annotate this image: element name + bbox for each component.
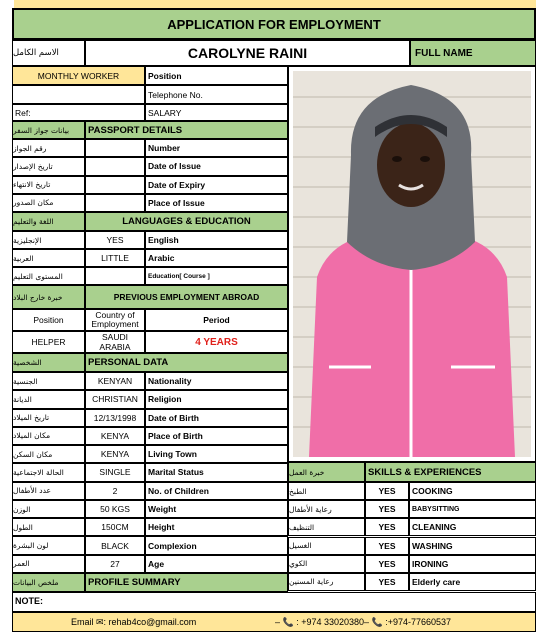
languages-header-ar: اللغة والتعليم (12, 212, 85, 231)
personal-row-ar: الطول (12, 518, 85, 536)
language-row-label: Education[ Course ] (145, 267, 288, 285)
skills-header: SKILLS & EXPERIENCES (365, 462, 536, 482)
position-label: Position (145, 66, 288, 85)
applicant-photo (289, 67, 535, 461)
skill-row-ar: الكوي (288, 555, 365, 573)
skill-row-label: BABYSITTING (409, 500, 536, 518)
personal-row-label: Age (145, 555, 288, 573)
skill-row-ar: رعاية الأطفال (288, 500, 365, 518)
employment-period-value: 4 YEARS (145, 331, 288, 353)
passport-header-ar: بيانات جواز السفر (12, 121, 85, 139)
personal-row-label: Complexion (145, 536, 288, 554)
passport-row-ar: تاريخ الإصدار (12, 157, 85, 175)
footer-email: Email ✉: rehab4co@gmail.com (71, 616, 197, 627)
personal-row-value: KENYA (85, 427, 145, 445)
employment-country-value: SAUDI ARABIA (85, 331, 145, 353)
passport-row-label: Date of Expiry (145, 176, 288, 194)
passport-row-label: Date of Issue (145, 157, 288, 175)
skill-row-label: WASHING (409, 537, 536, 555)
personal-row-value: 12/13/1998 (85, 409, 145, 427)
personal-row-label: Nationality (145, 372, 288, 390)
employment-col-period: Period (145, 309, 288, 331)
position-value: MONTHLY WORKER (12, 66, 145, 85)
full-name-ar-label: الاسم الكامل (12, 40, 85, 66)
telephone-label: Telephone No. (145, 85, 288, 104)
passport-row-value (85, 157, 145, 175)
language-row-value (85, 267, 145, 285)
note-field: NOTE: (12, 592, 536, 612)
passport-row-ar: رقم الجواز (12, 139, 85, 157)
personal-row-value: 27 (85, 555, 145, 573)
skill-row-value: YES (365, 482, 409, 500)
languages-header: LANGUAGES & EDUCATION (85, 212, 288, 231)
skill-row-value: YES (365, 573, 409, 591)
skill-row-value: YES (365, 537, 409, 555)
skill-row-label: CLEANING (409, 518, 536, 536)
employment-position-value: HELPER (12, 331, 85, 353)
personal-row-value: SINGLE (85, 463, 145, 481)
personal-row-value: CHRISTIAN (85, 390, 145, 408)
form-title: APPLICATION FOR EMPLOYMENT (12, 8, 536, 40)
full-name-label: FULL NAME (410, 40, 536, 66)
personal-row-ar: الوزن (12, 500, 85, 518)
passport-row-value (85, 194, 145, 212)
skill-row-label: COOKING (409, 482, 536, 500)
personal-row-label: Height (145, 518, 288, 536)
personal-row-label: Living Town (145, 445, 288, 463)
personal-row-value: KENYAN (85, 372, 145, 390)
personal-row-label: Marital Status (145, 463, 288, 481)
skill-row-label: Elderly care (409, 573, 536, 591)
personal-row-value: BLACK (85, 536, 145, 554)
personal-row-value: 2 (85, 482, 145, 500)
personal-row-ar: مكان السكن (12, 445, 85, 463)
language-row-label: English (145, 231, 288, 249)
skill-row-ar: رعاية المسنين (288, 573, 365, 591)
passport-row-value (85, 176, 145, 194)
language-row-value: LITTLE (85, 249, 145, 267)
language-row-ar: المستوى التعليم (12, 267, 85, 285)
top-strip (14, 0, 536, 8)
footer-bar (12, 612, 536, 632)
personal-row-label: Weight (145, 500, 288, 518)
personal-row-value: KENYA (85, 445, 145, 463)
passport-row-ar: مكان الصدور (12, 194, 85, 212)
passport-header: PASSPORT DETAILS (85, 121, 288, 139)
employment-col-position: Position (12, 309, 85, 331)
personal-row-ar: الحالة الاجتماعية (12, 463, 85, 481)
footer-phones: – 📞 : +974 33020380– 📞 :+974-77660537 (275, 616, 452, 627)
personal-row-label: Date of Birth (145, 409, 288, 427)
employment-header-ar: خبرة خارج البلاد (12, 285, 85, 309)
personal-row-ar: تاريخ الميلاد (12, 409, 85, 427)
photo-frame (288, 66, 536, 462)
language-row-ar: العربية (12, 249, 85, 267)
language-row-ar: الإنجليزية (12, 231, 85, 249)
personal-row-ar: الديانة (12, 390, 85, 408)
telephone-value (12, 85, 145, 104)
personal-row-ar: مكان الميلاد (12, 427, 85, 445)
employment-col-country: Country of Employment (85, 309, 145, 331)
ref-label: Ref: (12, 104, 145, 121)
skill-row-value: YES (365, 555, 409, 573)
language-row-label: Arabic (145, 249, 288, 267)
personal-row-ar: العمر (12, 555, 85, 573)
personal-row-label: Religion (145, 390, 288, 408)
employment-header: PREVIOUS EMPLOYMENT ABROAD (85, 285, 288, 309)
passport-row-label: Place of Issue (145, 194, 288, 212)
language-row-value: YES (85, 231, 145, 249)
personal-row-label: Place of Birth (145, 427, 288, 445)
passport-row-label: Number (145, 139, 288, 157)
skill-row-value: YES (365, 518, 409, 536)
profile-summary-header: PROFILE SUMMARY (85, 573, 288, 592)
skills-header-ar: خبرة العمل (288, 462, 365, 482)
salary-label: SALARY (145, 104, 288, 121)
skill-row-label: IRONING (409, 555, 536, 573)
personal-row-ar: لون البشرة (12, 536, 85, 554)
personal-header: PERSONAL DATA (85, 353, 288, 372)
passport-row-ar: تاريخ الانتهاء (12, 176, 85, 194)
profile-summary-ar: ملخص البيانات (12, 573, 85, 592)
skill-row-ar: الغسيل (288, 537, 365, 555)
personal-row-ar: عدد الأطفال (12, 482, 85, 500)
personal-header-ar: الشخصية (12, 353, 85, 372)
skill-row-ar: التنظيف (288, 518, 365, 536)
passport-row-value (85, 139, 145, 157)
skill-row-value: YES (365, 500, 409, 518)
full-name-value: CAROLYNE RAINI (85, 40, 410, 66)
personal-row-value: 50 KGS (85, 500, 145, 518)
personal-row-label: No. of Children (145, 482, 288, 500)
personal-row-value: 150CM (85, 518, 145, 536)
skill-row-ar: الطبخ (288, 482, 365, 500)
personal-row-ar: الجنسية (12, 372, 85, 390)
